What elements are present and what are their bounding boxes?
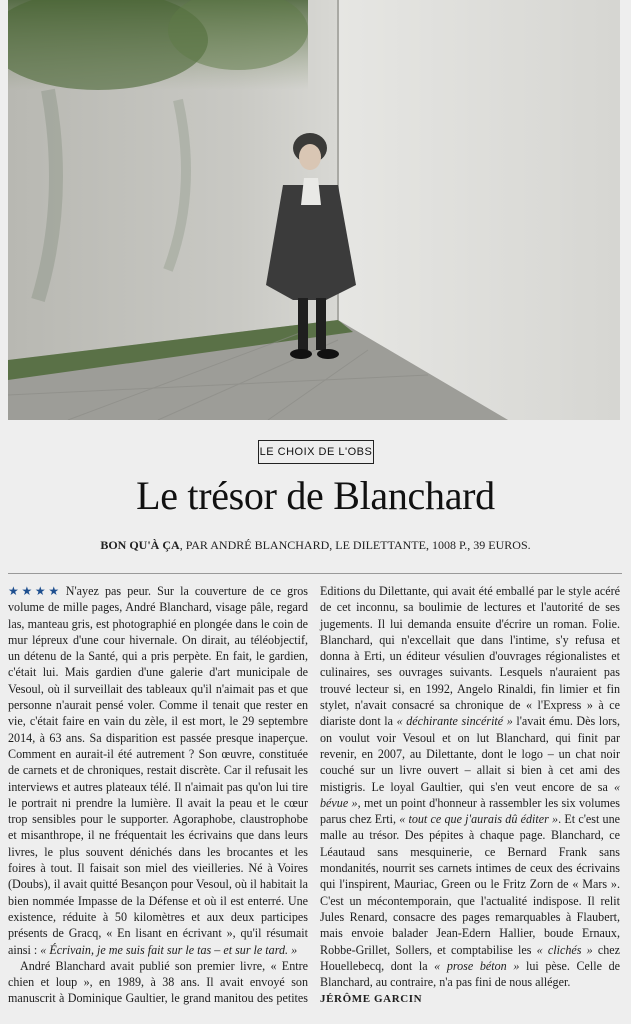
article-headline: Le trésor de Blanchard — [136, 473, 495, 518]
paragraph-1-quote: « Écrivain, je me suis fait sur le tas – et sur le tard. » — [40, 942, 298, 957]
quote-tout-ce-que: « tout ce que j'aurais dû éditer » — [399, 812, 559, 827]
paragraph-2-text-d: . Et c'est une malle au trésor. Des pépites à chaque page. Blanchard, ce Léautaud sans mesquinerie, ce Bernard Frank sans mondanités, nourrit ses carnets intimes de ceux des écrivains qui l'inspirent, Mauriac, Green ou le Fritz Zorn de « Mars ». C'est un mécontemporain, que l'actualité indispose. Il relit Jules Renard, consacre des pages remarquables à Flaubert, mais envoie balader Jean-Edern Hallier, boude Ernaux, Robbe-Grillet, Sollers, et comptabilise les — [320, 812, 620, 957]
quote-dechirante: « déchirante sincérité » — [396, 714, 513, 729]
rating-stars: ★★★★ — [8, 584, 62, 598]
paragraph-2-text-f: lui pèse. Celle de Blanchard, au contraire, n'a pas fini de nous alléger. — [320, 958, 620, 990]
quote-cliches: « clichés » — [536, 942, 593, 957]
divider — [8, 573, 622, 574]
paragraph-2-text-a: André Blanchard avait publié son premier livre, « Entre chien et loup », en 1989, à 38 ans. Il avait envoyé son manuscrit à Dominique Gaultier, le grand manitou des petites Editions du Dilettante, qui avait été emballé par le style acéré de cet inconnu, sa boulimie de lectures et l'autorité de ses jugements. Il lui demanda ensuite d'écrire un roman. Folie. Blanchard, qui n'excellait que dans l'intime, s'y refusa et donna à Erti, un éditeur vésulien d'ouvrages régionalistes et culinaires, ses ouvrages suivants. Lesquels n'auraient pas trouvé lecteur si, en 1992, Angelo Rinaldi, fin limier et fin stylet, n'avait consacré sa chronique de « l'Express » à ce diariste dont la — [8, 584, 620, 1006]
paragraph-1 — [8, 583, 308, 958]
paragraph-1-text: N'ayez pas peur. Sur la couverture de ce gros volume de mille pages, André Blanchard, visage pâle, regard las, manteau gris, est photographié en plongée dans le coin de mur lépreux d'une cour hivernale. On dirait, au téléobjectif, un détenu de la Santé, qui a pris perpète. En fait, le gardien, c'était lui. Mais gardien d'une galerie d'art municipale de Vesoul, où il surveillait des tableaux qu'il n'aimait pas et que personne n'aurait pensé voler. Comme il tenait que rester en vie, c'était faire en vain du zèle, il est mort, le 29 septembre 2014, à 63 ans. Sa disparition est passée presque inaperçue. Comment en aurait-il été autrement ? Son œuvre, constituée de carnets et de chroniques, restait discrète. Car il refusait les interviews et autres plateaux télé. Il n'aimait pas qu'on lui tire le portrait ni prendre la lumière. Il avait la peau et le cœur trop sensibles pour le supporter. Agoraphobe, claustrophobe et misanthrope, il ne fréquentait les écrivains que dans leurs livres, le plus souvent dénichés dans les brocantes et les foires à tout. Il faisait son miel des vieilleries. Né à Voires (Doubs), il avait quitté Besançon pour Vesoul, où il habitait la bien nommée Impasse de la Défense et où il est enterré. Une existence, réduite à 50 kilomètres et aux deux participes présents de Gracq, « En lisant en écrivant », qu'il résumait ainsi : — [8, 584, 308, 957]
author-signature: JÉRÔME GARCIN — [320, 993, 423, 1006]
paragraph-2-text-b: l'avait ému. Dès lors, on voulut voir Vesoul et on lut Blanchard, qui finit par revenir, en 2007, au Dilettante, dont le logo – un chat noir couché sur un livre ouvert – allait si bien à cet ami des mistigris. Le loyal Gaultier, qui s'en veut encore de sa — [320, 714, 620, 794]
signature-line — [320, 990, 620, 1007]
article-body — [8, 583, 620, 1015]
quote-bevue: « bévue » — [320, 779, 620, 810]
book-details: , PAR ANDRÉ BLANCHARD, LE DILETTANTE, 1008 P., 39 EUROS. — [179, 538, 531, 552]
quote-prose-beton: « prose béton » — [434, 958, 520, 973]
paragraph-2-text-e: chez Houellebecq, dont la — [320, 942, 621, 973]
article-photo — [8, 0, 620, 420]
book-credits — [0, 538, 631, 553]
book-title: BON QU'À ÇA — [100, 538, 180, 552]
paragraph-2-text-c: , met un point d'honneur à rassembler les six volumes parus chez Erti, — [320, 795, 620, 827]
photo-writer-in-corner-icon — [8, 0, 620, 420]
section-kicker: LE CHOIX DE L'OBS — [258, 440, 374, 464]
